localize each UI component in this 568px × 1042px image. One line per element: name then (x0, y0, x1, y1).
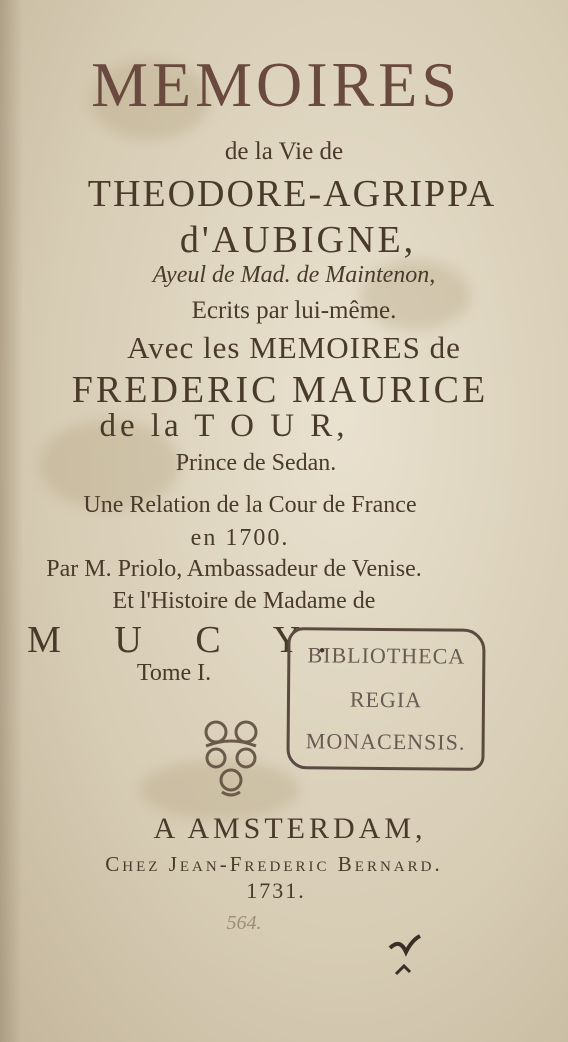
stamp-line-3: MONACENSIS. (305, 728, 466, 755)
printer-ornament-icon (194, 714, 284, 804)
prince-line: Prince de Sedan. (175, 450, 337, 476)
imprint-year: 1731. (246, 878, 306, 903)
author-name-line-2: d'AUBIGNE, (179, 219, 417, 261)
second-name-line-1: FREDERIC MAURICE (71, 369, 489, 411)
tome-line: Tome I. (136, 660, 212, 686)
stamp-line-1: BIBLIOTHECA (307, 642, 466, 669)
with-memoires-line: Avec les MEMOIRES de (127, 330, 461, 365)
court-year-line: en 1700. (190, 525, 290, 551)
written-by-line: Ecrits par lui-même. (191, 297, 397, 324)
main-title: MEMOIRES (91, 49, 461, 120)
subtitle-de-la-vie: de la Vie de (224, 138, 344, 165)
handwritten-shelf-mark: 564. (226, 912, 262, 934)
priolo-line: Par M. Priolo, Ambassadeur de Venise. (46, 556, 422, 582)
imprint-publisher: Chez Jean-Frederic Bernard. (105, 852, 443, 876)
relation-line: Ayeul de Mad. de Maintenon, (152, 262, 436, 288)
court-relation-line: Une Relation de la Cour de France (83, 492, 417, 518)
mucy-line: M U C Y. (27, 619, 349, 661)
library-stamp (286, 627, 485, 771)
imprint-city: A AMSTERDAM, (153, 812, 427, 845)
stamp-line-2: REGIA (349, 686, 423, 713)
ink-flourish-icon (386, 930, 426, 980)
second-name-line-2: de la T O U R, (99, 408, 349, 444)
author-name-line-1: THEODORE-AGRIPPA (87, 173, 497, 215)
history-line: Et l'Histoire de Madame de (112, 588, 376, 614)
